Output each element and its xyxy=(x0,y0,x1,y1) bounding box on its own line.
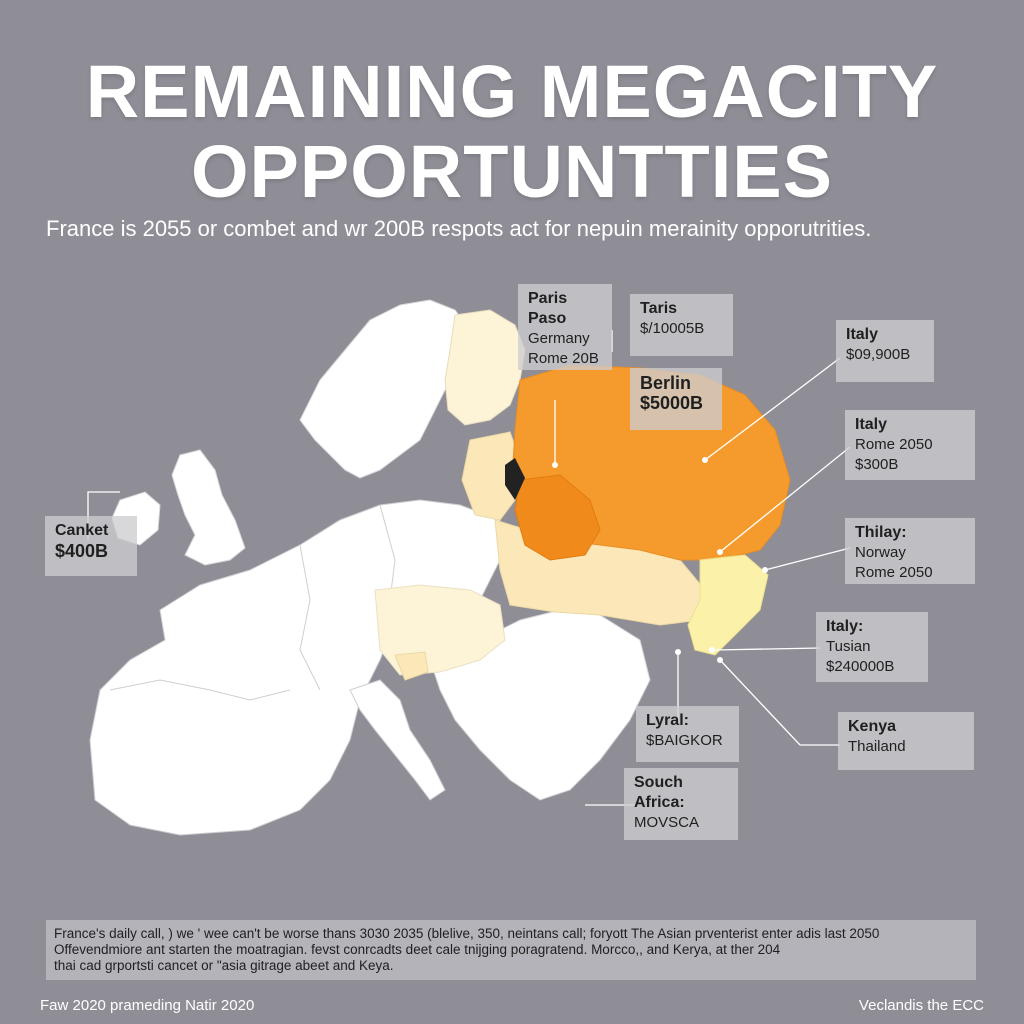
callout-italy2-line2: Rome 2050 xyxy=(855,436,933,453)
callout-paris-line1: Paris xyxy=(528,290,568,307)
dot-thilay xyxy=(762,567,768,573)
callout-thilay-line1: Thilay: xyxy=(855,524,907,541)
dot-berlin xyxy=(552,462,558,468)
dot-italy3 xyxy=(709,647,715,653)
region-finland xyxy=(445,310,525,425)
callout-italy2-line1: Italy xyxy=(855,416,888,433)
callout-italy3-line3: $240000B xyxy=(826,658,895,675)
callout-kenya xyxy=(838,712,974,770)
callout-taris-line1: Taris xyxy=(640,300,678,317)
dot-lyral xyxy=(675,649,681,655)
region-italy xyxy=(350,680,445,800)
callout-paris-line2: Paso xyxy=(528,310,567,327)
callout-berlin-line1: Berlin xyxy=(640,373,692,393)
leader-italy3 xyxy=(715,648,820,650)
callout-souch-line1: Souch xyxy=(634,774,683,791)
region-great-britain xyxy=(172,450,245,565)
footnote xyxy=(46,920,976,980)
callout-taris xyxy=(630,294,733,356)
dot-italy1 xyxy=(702,457,708,463)
region-east-yellow xyxy=(688,555,768,655)
dot-kenya xyxy=(717,657,723,663)
callout-berlin xyxy=(630,368,722,430)
callout-italy2 xyxy=(845,410,975,480)
callout-thilay xyxy=(845,518,975,584)
callout-kenya-line2: Thailand xyxy=(848,738,906,755)
region-austria xyxy=(395,652,428,680)
callout-italy1 xyxy=(836,320,934,382)
callout-paris-line4: Rome 20B xyxy=(528,350,599,367)
region-scandinavia xyxy=(300,300,470,478)
callout-canket xyxy=(45,516,137,576)
callout-berlin-line2: $5000B xyxy=(640,393,704,413)
footer-left: Faw 2020 prameding Natir 2020 xyxy=(40,997,255,1014)
callout-lyral-line2: $BAIGKOR xyxy=(646,732,723,749)
callout-italy3-line2: Tusian xyxy=(826,638,871,655)
callout-italy2-line3: $300B xyxy=(855,456,899,473)
callout-kenya-line1: Kenya xyxy=(848,718,897,735)
callout-canket-line1: Canket xyxy=(55,522,109,539)
footnote-line3: thai cad grportsti cancet or "asia gitrage abeet and Keya. xyxy=(54,958,394,973)
footnote-line2: Offevendmiore ant starten the moatragian. fevst conrcadts deet cale tnijging poragratend. Morcco,, and Kerya, at ther 204 xyxy=(54,942,781,957)
callout-italy1-line1: Italy xyxy=(846,326,879,343)
callout-paris xyxy=(518,284,612,370)
dot-italy2 xyxy=(717,549,723,555)
callout-lyral-line1: Lyral: xyxy=(646,712,689,729)
callout-souch xyxy=(624,768,738,840)
callout-thilay-line3: Rome 2050 xyxy=(855,564,933,581)
callout-thilay-line2: Norway xyxy=(855,544,906,561)
title-line-1: REMAINING MEGACITY xyxy=(85,50,939,133)
callout-italy1-line2: $09,900B xyxy=(846,346,911,363)
footer-right: Veclandis the ECC xyxy=(858,997,984,1014)
callout-souch-line3: MOVSCA xyxy=(634,814,700,831)
title-line-2: OPPORTUNTTIES xyxy=(190,130,834,213)
leader-thilay xyxy=(765,548,850,570)
callout-canket-line2: $400B xyxy=(55,541,109,561)
footnote-line1: France's daily call, ) we ' wee can't be worse thans 3030 2035 (blelive, 350, neintans call; foryott The Asian prventerist enter adis last 2050 xyxy=(54,926,880,941)
callout-paris-line3: Germany xyxy=(528,330,590,347)
callout-lyral xyxy=(636,706,739,762)
callout-souch-line2: Africa: xyxy=(634,794,685,811)
subtitle: France is 2055 or combet and wr 200B respots act for nepuin merainity opporutrities. xyxy=(46,216,872,241)
callout-taris-line2: $/10005B xyxy=(640,320,705,337)
callout-italy3 xyxy=(816,612,928,682)
callout-italy3-line1: Italy: xyxy=(826,618,864,635)
